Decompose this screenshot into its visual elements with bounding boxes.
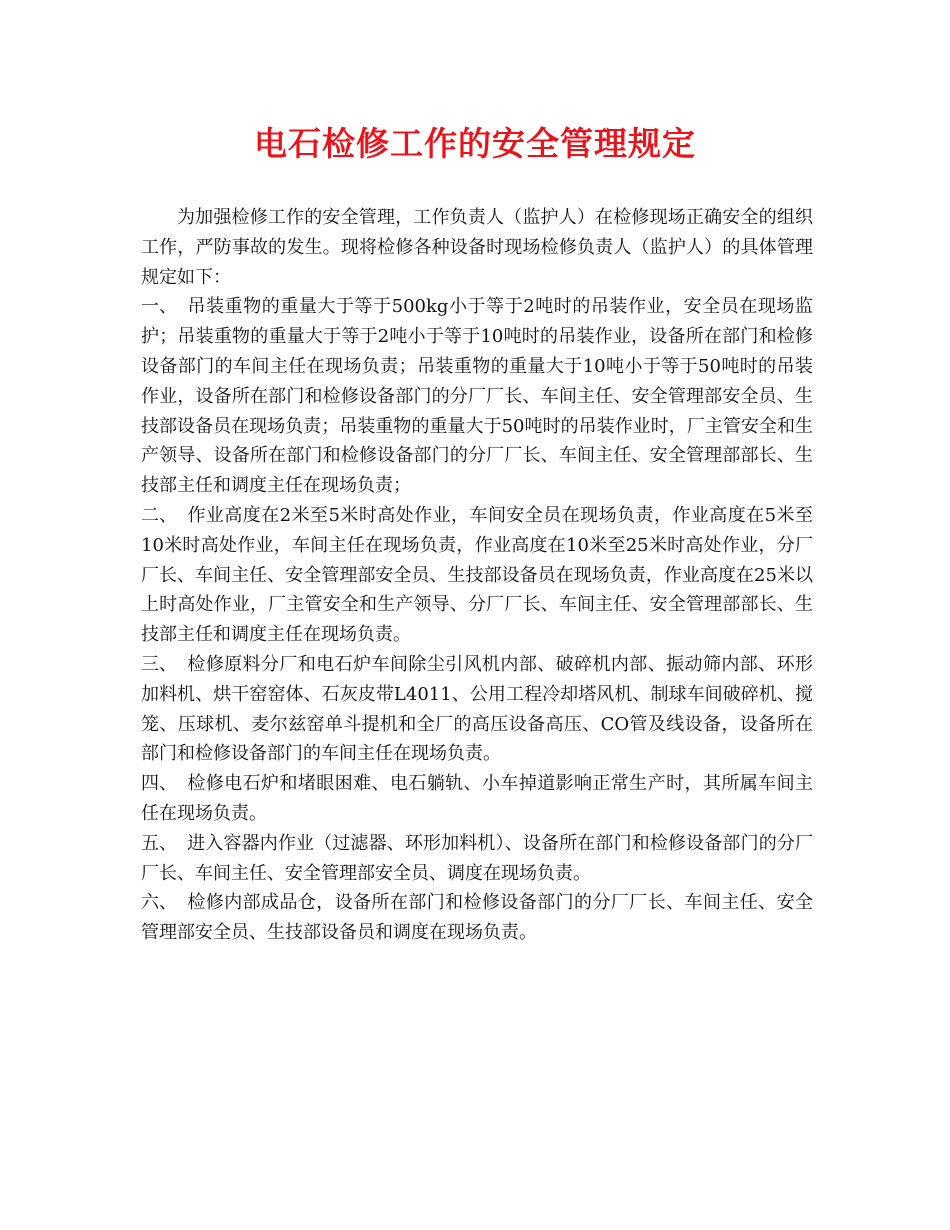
item-text: 检修电石炉和堵眼困难、电石躺轨、小车掉道影响正常生产时，其所属车间主任在现场负责。 [141,773,813,824]
item-text: 作业高度在2米至5米时高处作业，车间安全员在现场负责，作业高度在5米至10米时高处作业，车间主任在现场负责，作业高度在10米至25米时高处作业，分厂厂长、车间主任、安全管理部安全员、生技部设备员在现场负责，作业高度在25米以上时高处作业，厂主管安全和生产领导、分厂厂长、车间主任、安全管理部部长、生技部主任和调度主任在现场负责。 [141,504,813,646]
list-item [141,888,813,948]
item-number: 二、 [141,504,177,526]
item-text: 吊装重物的重量大于等于500kg小于等于2吨时的吊装作业，安全员在现场监护；吊装重物的重量大于等于2吨小于等于10吨时的吊装作业，设备所在部门和检修设备部门的车间主任在现场负责；吊装重物的重量大于10吨小于等于50吨时的吊装作业，设备所在部门和检修设备部门的分厂厂长、车间主任、安全管理部安全员、生技部设备员在现场负责；吊装重物的重量大于50吨时的吊装作业时，厂主管安全和生产领导、设备所在部门和检修设备部门的分厂厂长、车间主任、安全管理部部长、生技部主任和调度主任在现场负责； [141,296,813,497]
item-number: 一、 [141,296,177,318]
item-number: 三、 [141,653,177,675]
list-item [141,829,813,889]
page-title: 电石检修工作的安全管理规定 [254,124,696,163]
item-number: 四、 [141,773,177,795]
list-item [141,650,813,769]
item-number: 五、 [141,832,177,854]
item-number: 六、 [141,892,177,914]
document-body [141,203,813,948]
item-text: 检修原料分厂和电石炉车间除尘引风机内部、破碎机内部、振动筛内部、环形加料机、烘干窑窑体、石灰皮带L4011、公用工程冷却塔风机、制球车间破碎机、搅笼、压球机、麦尔兹窑单斗提机和全厂的高压设备高压、CO管及线设备，设备所在部门和检修设备部门的车间主任在现场负责。 [141,653,813,765]
intro-paragraph: 为加强检修工作的安全管理，工作负责人（监护人）在检修现场正确安全的组织工作，严防事故的发生。现将检修各种设备时现场检修负责人（监护人）的具体管理规定如下： [141,207,813,288]
item-text: 检修内部成品仓，设备所在部门和检修设备部门的分厂厂长、车间主任、安全管理部安全员、生技部设备员和调度在现场负责。 [141,892,813,944]
list-item [141,501,813,650]
list-item [141,292,813,501]
list-item [141,769,813,829]
item-text: 进入容器内作业（过滤器、环形加料机）、设备所在部门和检修设备部门的分厂厂长、车间主任、安全管理部安全员、调度在现场负责。 [141,832,813,884]
